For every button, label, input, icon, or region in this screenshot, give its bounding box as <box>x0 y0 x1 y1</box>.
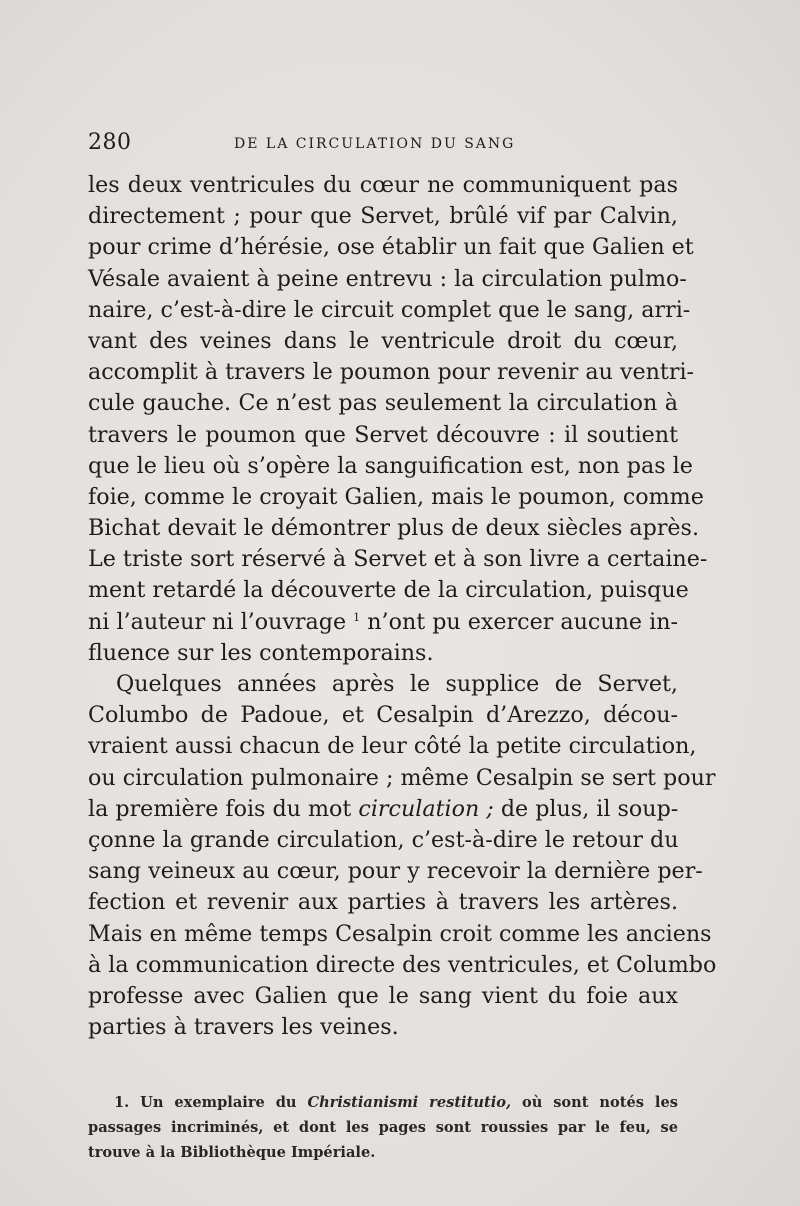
text-line: ment retardé la découverte de la circulation, puisque <box>88 577 689 604</box>
text-line: vant des veines dans le ventricule droit du cœur, <box>88 327 678 354</box>
text-line: fection et revenir aux parties à travers les artères. <box>88 889 678 916</box>
footnote-line: trouve à la Bibliothèque Impériale. <box>88 1144 376 1161</box>
text-line: vraient aussi chacun de leur côté la petite circulation, <box>88 733 697 760</box>
text-fragment: de plus, il soup- <box>500 795 679 822</box>
footnote-text: où sont notés les <box>521 1094 678 1111</box>
text-line: travers le poumon que Servet découvre : il soutient <box>88 421 678 448</box>
footnote-line: passages incriminés, et dont les pages sont roussies par le feu, se <box>88 1119 678 1136</box>
text-line: pour crime d’hérésie, ose établir un fait que Galien et <box>88 234 694 261</box>
footnote-line <box>88 1090 678 1115</box>
footnote <box>88 1090 678 1165</box>
text-line <box>88 607 678 638</box>
running-title: DE LA CIRCULATION DU SANG <box>234 136 516 152</box>
text-line: çonne la grande circulation, c’est-à-dire le retour du <box>88 826 679 853</box>
page-number: 280 <box>88 130 132 155</box>
text-fragment: ni l’auteur ni l’ouvrage <box>88 608 347 635</box>
text-line <box>88 794 678 825</box>
footnote-title: Christianismi restitutio, <box>307 1094 512 1111</box>
text-line: Bichat devait le démontrer plus de deux siècles après. <box>88 515 700 542</box>
running-head <box>88 130 708 160</box>
text-line: les deux ventricules du cœur ne communiquent pas <box>88 172 678 198</box>
text-line: Columbo de Padoue, et Cesalpin d’Arezzo, décou- <box>88 702 678 729</box>
text-line: professe avec Galien que le sang vient du foie aux <box>88 982 678 1009</box>
text-line: Mais en même temps Cesalpin croit comme les anciens <box>88 920 712 947</box>
text-line: fluence sur les contemporains. <box>88 639 434 666</box>
text-line: naire, c’est-à-dire le circuit complet que le sang, arri- <box>88 296 691 323</box>
text-line: Le triste sort réservé à Servet et à son livre a certaine- <box>88 546 708 573</box>
footnote-reference: 1 <box>353 610 361 624</box>
text-line: cule gauche. Ce n’est pas seulement la circulation à <box>88 390 678 417</box>
text-line: sang veineux au cœur, pour y recevoir la dernière per- <box>88 858 703 885</box>
text-line: Vésale avaient à peine entrevu : la circulation pulmo- <box>88 265 687 292</box>
text-line: ou circulation pulmonaire ; même Cesalpin se sert pour <box>88 764 716 791</box>
text-line: à la communication directe des ventricules, et Columbo <box>88 951 717 978</box>
text-line: parties à travers les veines. <box>88 1014 399 1041</box>
text-line: foie, comme le croyait Galien, mais le poumon, comme <box>88 483 704 510</box>
text-fragment: n’ont pu exercer aucune in- <box>367 608 678 635</box>
footnote-prefix: 1. Un exemplaire du <box>114 1094 297 1111</box>
text-line: accomplit à travers le poumon pour revenir au ventri- <box>88 359 695 386</box>
italic-term: circulation ; <box>358 795 494 822</box>
text-line: directement ; pour que Servet, brûlé vif par Calvin, <box>88 203 678 230</box>
text-fragment: la première fois du mot <box>88 795 352 822</box>
body-text <box>88 170 717 1043</box>
text-line: que le lieu où s’opère la sanguification est, non pas le <box>88 452 693 479</box>
paragraph-first-line: Quelques années après le supplice de Servet, <box>116 671 678 697</box>
